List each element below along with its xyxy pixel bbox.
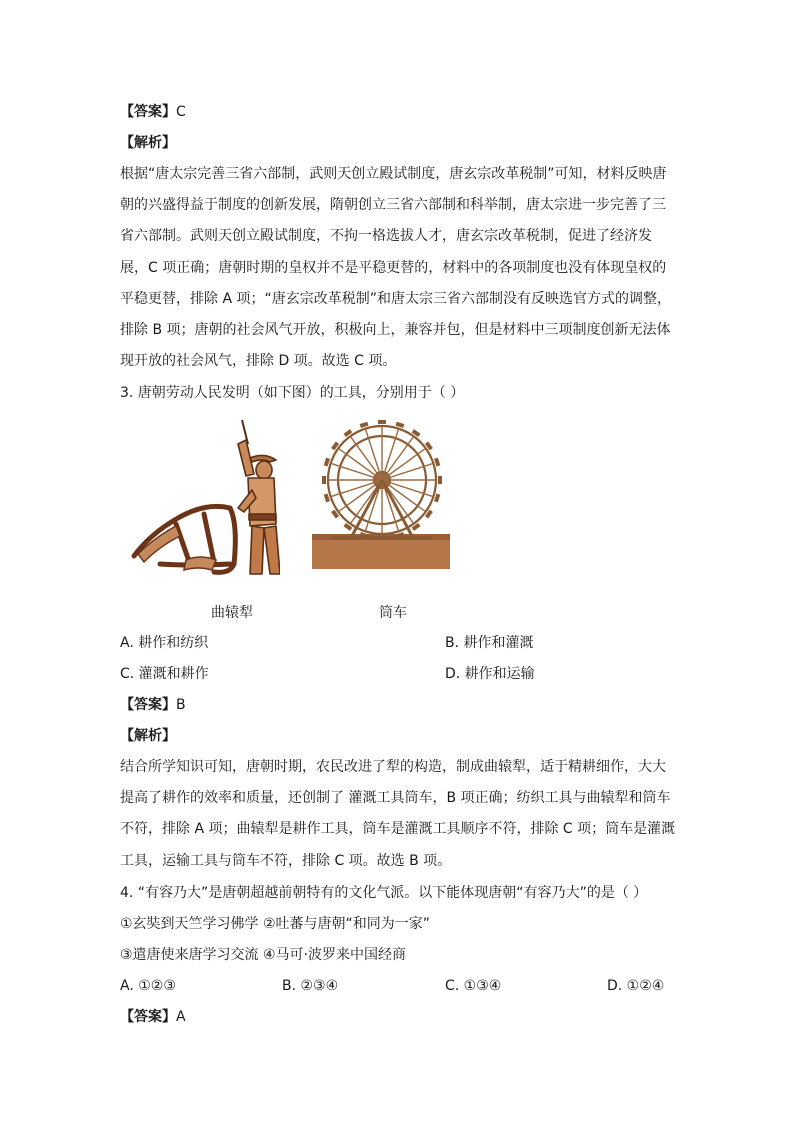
answer-label: 【答案】 xyxy=(120,1009,176,1025)
analysis-line: 结合所学知识可知，唐朝时期，农民改进了犁的构造，制成曲辕犁，适于精耕细作，大大 xyxy=(120,759,666,775)
analysis-line: 提高了耕作的效率和质量，还创制了 灌溉工具筒车，B 项正确；纺织工具与曲辕犁和筒车 xyxy=(120,790,671,807)
q4-option-a: A. ①②③ xyxy=(120,978,176,994)
q3-answer-line xyxy=(120,695,186,715)
analysis-line: 平稳更替，排除 A 项；“唐玄宗改革税制”和唐太宗三省六部制没有反映选官方式的调整， xyxy=(120,290,671,307)
q3-stem: 3. 唐朝劳动人民发明（如下图）的工具，分别用于（ ） xyxy=(120,385,465,401)
q2-analysis-text xyxy=(120,159,676,377)
analysis-line: 排除 B 项；唐朝的社会风气开放，积极向上，兼容并包，但是材料中三项制度创新无法体 xyxy=(120,322,671,339)
q2-answer-line xyxy=(120,102,186,122)
q3-option-d: D. 耕作和运输 xyxy=(445,666,535,682)
caption-curved-plough: 曲辕犁 xyxy=(211,605,253,621)
analysis-line: 工具，运输工具与筒车不符，排除 C 项。故选 B 项。 xyxy=(120,852,452,869)
analysis-line: 不符，排除 A 项；曲辕犁是耕作工具，筒车是灌溉工具顺序不符，排除 C 项；筒车是灌溉 xyxy=(120,821,676,838)
answer-value: B xyxy=(176,697,186,713)
caption-water-wheel: 筒车 xyxy=(379,605,407,621)
q4-stem: 4. “有容乃大”是唐朝超越前朝特有的文化气派。以下能体现唐朝“有容乃大”的是（ ） xyxy=(120,885,648,901)
analysis-line: 展，C 项正确；唐朝时期的皇权并不是平稳更替的，材料中的各项制度也没有体现皇权的 xyxy=(120,259,667,276)
q4-option-d: D. ①②④ xyxy=(607,978,665,994)
q4-items-line-1: ①玄奘到天竺学习佛学 ②吐蕃与唐朝“和同为一家” xyxy=(120,916,431,932)
q4-option-b: B. ②③④ xyxy=(282,978,339,994)
q3-option-b: B. 耕作和灌溉 xyxy=(445,635,534,651)
analysis-line: 现开放的社会风气，排除 D 项。故选 C 项。 xyxy=(120,353,397,370)
answer-label: 【答案】 xyxy=(120,104,176,120)
q3-option-c: C. 灌溉和耕作 xyxy=(120,666,209,682)
analysis-line: 根据“唐太宗完善三省六部制，武则天创立殿试制度，唐玄宗改革税制”可知，材料反映唐 xyxy=(120,166,667,182)
analysis-line: 省六部制。武则天创立殿试制度，不拘一格选拔人才，唐玄宗改革税制，促进了经济发 xyxy=(120,228,652,245)
answer-value: C xyxy=(176,104,186,120)
q3-analysis-text xyxy=(120,752,676,877)
q2-analysis-label: 【解析】 xyxy=(120,135,176,151)
q3-analysis-label: 【解析】 xyxy=(120,728,176,744)
answer-value: A xyxy=(176,1009,186,1025)
q3-option-a: A. 耕作和纺织 xyxy=(120,635,209,651)
q4-option-c: C. ①③④ xyxy=(445,978,502,994)
answer-label: 【答案】 xyxy=(120,697,176,713)
q4-answer-line xyxy=(120,1007,186,1027)
q4-items-line-2: ③遣唐使来唐学习交流 ④马可·波罗来中国经商 xyxy=(120,947,407,963)
analysis-line: 朝的兴盛得益于制度的创新发展，隋朝创立三省六部制和科举制，唐太宗进一步完善了三 xyxy=(120,197,666,214)
curved-plough-icon xyxy=(130,414,280,582)
water-wheel-icon xyxy=(312,414,450,569)
